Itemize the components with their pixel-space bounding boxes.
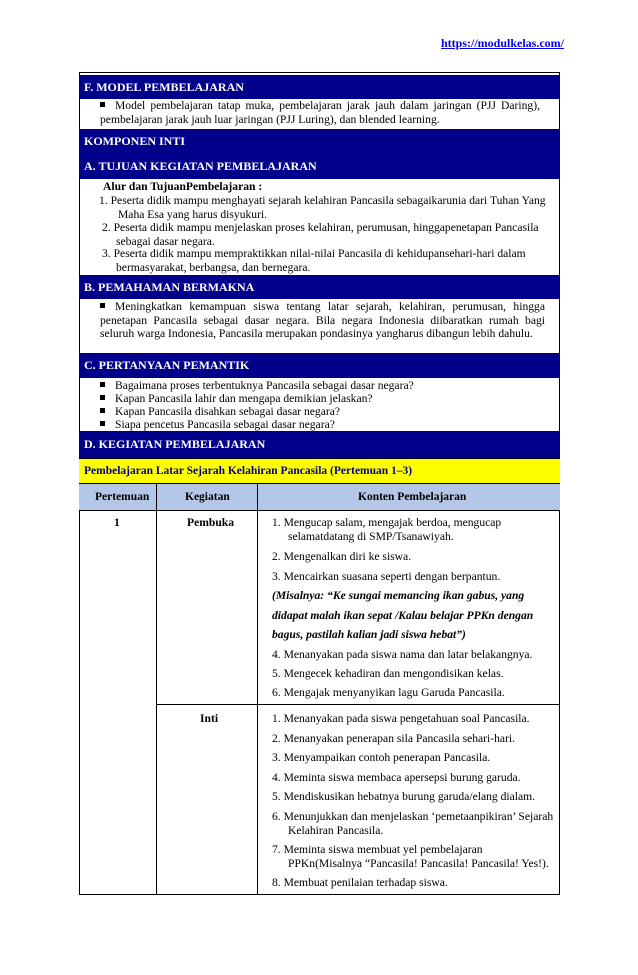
pembuka-item-2: 2. Mengenalkan diri ke siswa. [272,550,412,563]
bullet-text: Kapan Pancasila disahkan sebagai dasar negara? [115,405,341,418]
pembuka-item-5: 5. Mengecek kehadiran dan mengondisikan kelas. [272,667,504,680]
inti-item-1: 1. Menanyakan pada siswa pengetahuan soal Pancasila. [272,712,530,725]
pembuka-example-line1: (Misalnya: “Ke sungai memancing ikan gabus, yang [272,589,525,602]
section-c-bullet-2 [100,392,373,406]
inti-item-5: 5. Mendiskusikan hebatnya burung garuda/elang dialam. [272,790,536,803]
section-f-title: F. MODEL PEMBELAJARAN [84,79,244,94]
pembuka-example-line2: didapat malah ikan sepat /Kalau belajar PPKn dengan [272,609,534,622]
inti-item-3: 3. Menyampaikan contoh penerapan Pancasila. [272,751,491,764]
bullet-square-icon [100,421,105,426]
section-b-title: B. PEMAHAMAN BERMAKNA [84,279,255,294]
bullet-text: Bagaimana proses terbentuknya Pancasila sebagai dasar negara? [115,379,414,392]
pertemuan-number: 1 [114,516,120,529]
kegiatan-inti-label: Inti [200,712,219,725]
komponen-inti-title: KOMPONEN INTI [84,134,186,148]
section-d-subtitle-bar [79,458,560,483]
table-divider [156,483,157,895]
section-c-header [79,353,560,378]
bullet-text: Kapan Pancasila lahir dan mengapa demikian jelaskan? [115,392,373,405]
section-a-item-2-line2: sebagai dasar negara. [116,234,215,248]
bullet-square-icon [100,395,105,400]
section-b-header [79,275,560,299]
section-b-bullet [100,300,545,341]
kegiatan-pembuka-label: Pembuka [187,516,235,529]
inti-item-6-line1: 6. Menunjukkan dan menjelaskan ‘pemetaanpikiran’ Sejarah [272,810,554,823]
bullet-square-icon [100,303,105,308]
section-a-item-3-line1: 3. Peserta didik mampu mempraktikkan nilai-nilai Pancasila di kehidupansehari-hari dalam [102,247,526,260]
bullet-square-icon [100,408,105,413]
inti-item-4: 4. Meminta siswa membaca apersepsi burung garuda. [272,771,521,784]
inti-item-7-line1: 7. Meminta siswa membuat yel pembelajaran [272,843,483,856]
section-a-item-1-line1: 1. Peserta didik mampu menghayati sejarah kelahiran Pancasila sebagaikarunia dari Tuhan Yang [99,194,546,207]
inti-item-6 [272,810,560,838]
section-a-subtitle: Alur dan TujuanPembelajaran : [103,180,263,193]
pembuka-example-line3: bagus, pastilah kalian jadi siswa hebat”) [272,628,466,641]
bullet-text: Siapa pencetus Pancasila sebagai dasar negara? [115,418,335,431]
inti-item-7 [272,843,560,871]
pembuka-item-4: 4. Menanyakan pada siswa nama dan latar belakangnya. [272,648,533,661]
section-a-title: A. TUJUAN KEGIATAN PEMBELAJARAN [84,159,317,173]
section-c-title: C. PERTANYAAN PEMANTIK [84,358,250,372]
section-f-header [79,75,560,99]
section-a-item-2-line1: 2. Peserta didik mampu menjelaskan proses kelahiran, perumusan, hinggapenetapan Pancasila [102,221,539,234]
section-a-item-3-line2: bermasyarakat, berbangsa, dan bernegara. [116,260,311,274]
column-header-konten: Konten Pembelajaran [358,491,467,503]
source-url-link[interactable]: https://modulkelas.com/ [440,36,564,50]
section-b-bullet-text: Meningkatkan kemampuan siswa tentang latar sejarah, kelahiran, perumusan, hingga penetapan Pancasila sebagai dasar negara. Bila negara Indonesia diibaratkan rumah bagi seluruh warga Indonesia, Pancasila merupakan pondasinya yangharus dibangun lebih dahulu. [100,300,545,340]
section-a-item-3 [102,247,558,274]
section-a-item-1 [99,194,559,221]
bullet-square-icon [100,382,105,387]
column-header-kegiatan: Kegiatan [185,491,230,503]
section-c-bullet-1 [100,379,414,393]
inti-item-8: 8. Membuat penilaian terhadap siswa. [272,876,448,889]
section-a-item-2 [102,221,558,248]
activity-table-header [79,483,560,511]
pembuka-item-3: 3. Mencairkan suasana seperti dengan berpantun. [272,570,501,583]
section-f-bullet-text: Model pembelajaran tatap muka, pembelajaran jarak jauh dalam jaringan (PJJ Daring), pembelajaran jarak jauh luar jaringan (PJJ Luring), dan blended learning. [100,99,540,126]
section-a-header [79,154,560,179]
inti-item-6-line2: Kelahiran Pancasila. [288,824,384,837]
section-f-bullet [100,99,540,126]
table-row-divider [156,704,560,705]
inti-item-2: 2. Menanyakan penerapan sila Pancasila sehari-hari. [272,732,516,745]
column-header-pertemuan: Pertemuan [95,491,150,503]
section-d-header [79,431,560,458]
section-c-bullet-4 [100,418,335,432]
pembuka-item-1 [272,516,560,544]
inti-item-7-line2: PPKn(Misalnya “Pancasila! Pancasila! Pancasila! Yes!). [288,857,549,870]
section-d-title: D. KEGIATAN PEMBELAJARAN [84,437,266,451]
bullet-square-icon [100,102,105,107]
section-d-subtitle: Pembelajaran Latar Sejarah Kelahiran Pancasila (Pertemuan 1–3) [84,465,413,477]
pembuka-item-1-line2: selamatdatang di SMP/Tsanawiyah. [288,530,454,543]
pembuka-item-6: 6. Mengajak menyanyikan lagu Garuda Pancasila. [272,686,505,699]
komponen-inti-header [79,129,560,154]
section-a-item-1-line2: Maha Esa yang harus disyukuri. [118,207,268,221]
section-c-bullet-3 [100,405,340,419]
table-divider [257,483,258,895]
pembuka-item-1-line1: 1. Mengucap salam, mengajak berdoa, mengucap [272,516,502,529]
